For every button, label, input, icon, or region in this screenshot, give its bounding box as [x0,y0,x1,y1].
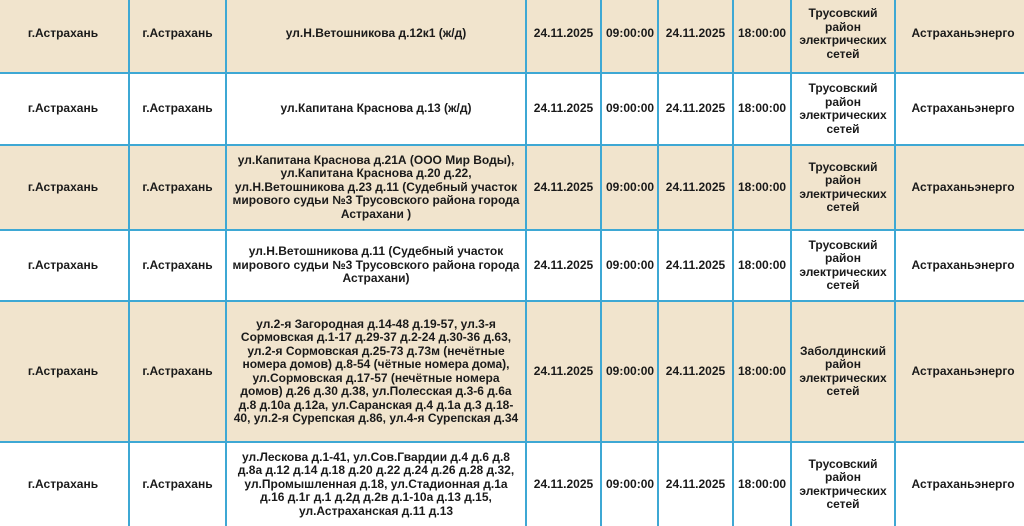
city-cell: г.Астрахань [0,0,129,73]
end-date-cell: 24.11.2025 [658,442,733,526]
start-time-cell: 09:00:00 [601,0,658,73]
table-row [0,145,1024,230]
end-date-cell: 24.11.2025 [658,145,733,230]
start-date-cell: 24.11.2025 [526,442,601,526]
end-time-cell: 18:00:00 [733,145,791,230]
locality-cell: г.Астрахань [129,0,226,73]
end-time-cell: 18:00:00 [733,301,791,442]
end-date-cell: 24.11.2025 [658,73,733,145]
company-cell: Астраханьэнерго [895,301,1024,442]
company-cell: Астраханьэнерго [895,442,1024,526]
start-time-cell: 09:00:00 [601,145,658,230]
start-time-cell: 09:00:00 [601,442,658,526]
network-district-cell: Трусовский район электрических сетей [791,442,895,526]
locality-cell: г.Астрахань [129,230,226,301]
end-time-cell: 18:00:00 [733,442,791,526]
city-cell: г.Астрахань [0,73,129,145]
locality-cell: г.Астрахань [129,442,226,526]
start-time-cell: 09:00:00 [601,73,658,145]
city-cell: г.Астрахань [0,442,129,526]
address-cell: ул.Н.Ветошникова д.11 (Судебный участок мирового судьи №3 Трусовского района города Астрахани) [226,230,526,301]
start-date-cell: 24.11.2025 [526,230,601,301]
city-cell: г.Астрахань [0,230,129,301]
table-row [0,73,1024,145]
locality-cell: г.Астрахань [129,145,226,230]
address-cell: ул.Н.Ветошникова д.12к1 (ж/д) [226,0,526,73]
table-row [0,0,1024,73]
table-row [0,442,1024,526]
network-district-cell: Трусовский район электрических сетей [791,230,895,301]
address-cell: ул.Лескова д.1-41, ул.Сов.Гвардии д.4 д.6 д.8 д.8а д.12 д.14 д.18 д.20 д.22 д.24 д.26 д.28 д.32, ул.Промышленная д.18, ул.Стадионная д.1а д.16 д.1г д.1 д.2д д.2в д.1-10а д.13 д.15, ул.Астраханская д.11 д.13 [226,442,526,526]
network-district-cell: Трусовский район электрических сетей [791,73,895,145]
start-date-cell: 24.11.2025 [526,0,601,73]
address-cell: ул.Капитана Краснова д.21А (ООО Мир Воды), ул.Капитана Краснова д.20 д.22, ул.Н.Ветошникова д.23 д.11 (Судебный участок мирового судьи №3 Трусовского района города Астрахани ) [226,145,526,230]
network-district-cell: Трусовский район электрических сетей [791,145,895,230]
start-time-cell: 09:00:00 [601,301,658,442]
start-date-cell: 24.11.2025 [526,145,601,230]
start-date-cell: 24.11.2025 [526,301,601,442]
city-cell: г.Астрахань [0,145,129,230]
locality-cell: г.Астрахань [129,301,226,442]
company-cell: Астраханьэнерго [895,73,1024,145]
locality-cell: г.Астрахань [129,73,226,145]
company-cell: Астраханьэнерго [895,0,1024,73]
end-date-cell: 24.11.2025 [658,301,733,442]
address-cell: ул.Капитана Краснова д.13 (ж/д) [226,73,526,145]
city-cell: г.Астрахань [0,301,129,442]
end-date-cell: 24.11.2025 [658,230,733,301]
start-date-cell: 24.11.2025 [526,73,601,145]
company-cell: Астраханьэнерго [895,145,1024,230]
end-time-cell: 18:00:00 [733,0,791,73]
start-time-cell: 09:00:00 [601,230,658,301]
network-district-cell: Трусовский район электрических сетей [791,0,895,73]
network-district-cell: Заболдинский район электрических сетей [791,301,895,442]
end-date-cell: 24.11.2025 [658,0,733,73]
company-cell: Астраханьэнерго [895,230,1024,301]
end-time-cell: 18:00:00 [733,230,791,301]
table-row [0,230,1024,301]
end-time-cell: 18:00:00 [733,73,791,145]
address-cell: ул.2-я Загородная д.14-48 д.19-57, ул.3-я Сормовская д.1-17 д.29-37 д.2-24 д.30-36 д.63, ул.2-я Сормовская д.25-73 д.73м (нечётные номера домов) д.8-54 (чётные номера дома), ул.Сормовская д.17-57 (нечётные номера домов) д.26 д.30 д.38, ул.Полесская д.3-6 д.6а д.8 д.10а д.12а, ул.Саранская д.4 д.1а д.3 д.18-40, ул.2-я Сурепская д.86, ул.4-я Сурепская д.34 [226,301,526,442]
table-row [0,301,1024,442]
